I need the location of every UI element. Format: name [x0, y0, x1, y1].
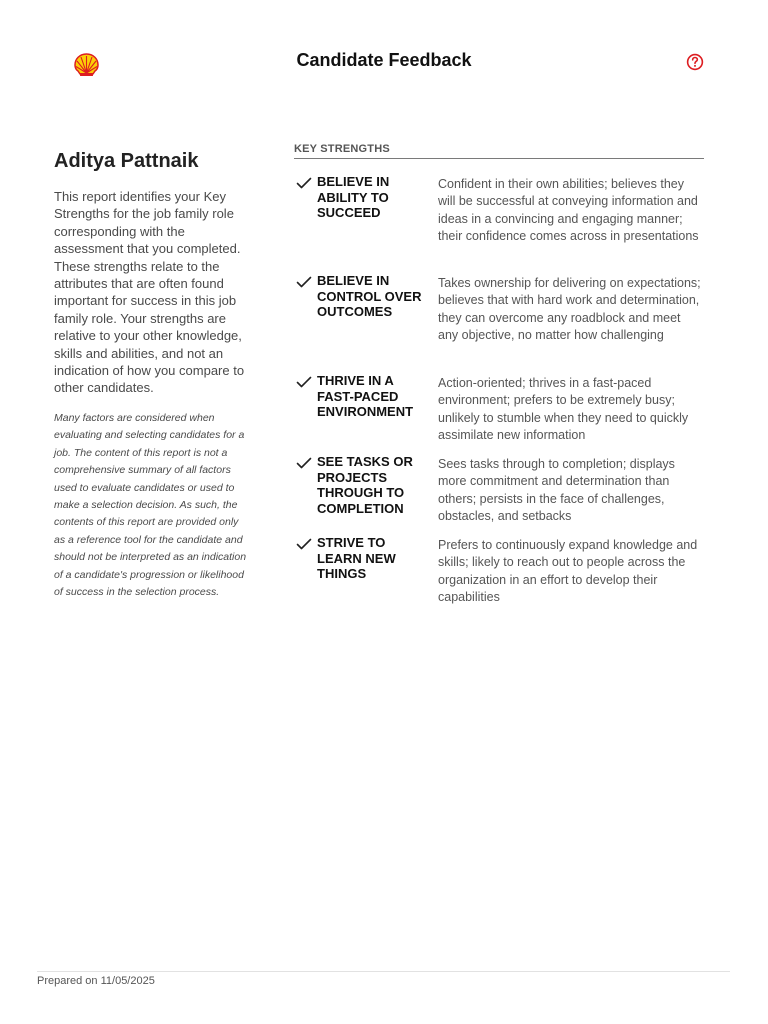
checkmark-icon: [296, 177, 312, 189]
strength-description: Confident in their own abilities; believes they will be successful at conveying information and ideas in a convincing and engaging manner; their confidence comes across in presentations: [438, 177, 699, 244]
strength-row: [294, 535, 704, 605]
strength-row: [294, 373, 704, 454]
candidate-name: Aditya Pattnaik: [54, 150, 199, 172]
help-circle-icon[interactable]: [686, 53, 704, 71]
footer-divider: [37, 971, 730, 972]
strength-row: [294, 454, 704, 535]
report-disclaimer: Many factors are considered when evaluating and selecting candidates for a job. The content of this report is not a comprehensive summary of all factors used to evaluate candidates or used to make a selection decision. As such, the contents of this report are provided only as a reference tool for the candidate and should not be interpreted as an indication of a candidate's progression or likelihood of success in the selection process.: [54, 411, 247, 598]
strength-name: SEE TASKS OR PROJECTS THROUGH TO COMPLETION: [317, 454, 413, 516]
strength-row: [294, 273, 704, 373]
strength-description: Prefers to continuously expand knowledge and skills; likely to reach out to people across the organization in an effort to develop their capabilities: [438, 538, 698, 605]
checkmark-icon: [296, 538, 312, 550]
strength-name: BELIEVE IN CONTROL OVER OUTCOMES: [317, 273, 422, 319]
prepared-date: Prepared on 11/05/2025: [37, 975, 155, 987]
strength-row: [294, 174, 704, 273]
checkmark-icon: [296, 376, 312, 388]
strength-name: STRIVE TO LEARN NEW THINGS: [317, 535, 396, 581]
strength-name: THRIVE IN A FAST-PACED ENVIRONMENT: [317, 373, 414, 419]
strength-description: Sees tasks through to completion; displays more commitment and determination than others; persists in the face of challenges, obstacles, and setbacks: [438, 457, 675, 524]
candidate-summary: [54, 148, 250, 601]
strength-name: BELIEVE IN ABILITY TO SUCCEED: [317, 174, 390, 220]
page-title: Candidate Feedback: [296, 50, 472, 70]
checkmark-icon: [296, 457, 312, 469]
checkmark-icon: [296, 276, 312, 288]
report-intro: This report identifies your Key Strengths for the job family role corresponding with the assessment that you completed. These strengths relate to the attributes that are often found important for success in this job family role. Your strengths are relative to your other knowledge, skills and abilities, and not an indication of how you compare to other candidates.: [54, 189, 245, 396]
strength-description: Action-oriented; thrives in a fast-paced environment; prefers to be extremely busy; unlikely to stumble when they need to quickly assimilate new information: [438, 376, 689, 443]
key-strengths-section: [294, 143, 704, 605]
key-strengths-heading: KEY STRENGTHS: [294, 143, 704, 159]
strength-description: Takes ownership for delivering on expectations; believes that with hard work and determination, they can overcome any roadblock and meet any objective, no matter how challenging: [438, 276, 701, 343]
page-header: [0, 40, 768, 84]
